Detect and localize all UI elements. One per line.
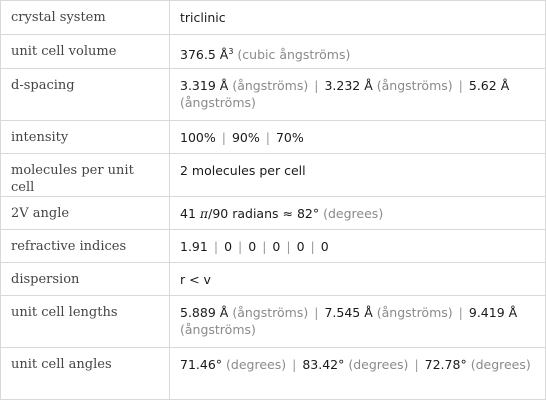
separator: | [458,305,463,320]
angle-unit-name: (degrees) [348,357,409,372]
degrees-unit: (degrees) [323,206,384,221]
length-unit-name: (ångströms) [232,305,309,320]
row-label: molecules per unit cell [1,154,170,197]
length-unit-symbol: Å [364,305,373,320]
angle-unit-name: (degrees) [226,357,287,372]
fraction-slash: / [208,206,213,221]
row-value [170,296,546,348]
volume-number: 376.5 [180,47,216,63]
row-value [170,35,546,69]
length-unit-name: (ångströms) [376,305,453,320]
separator: | [458,78,463,93]
row-label: 2V angle [1,197,170,230]
d-spacing-unit-name: (ångströms) [180,95,256,110]
separator: | [414,357,419,372]
row-label: unit cell volume [1,35,170,69]
row-label: intensity [1,121,170,154]
d-spacing-unit-symbol: Å [500,78,510,93]
refractive-index-value: 0 [224,239,233,254]
intensity-value: 70% [275,130,304,145]
row-label: unit cell lengths [1,296,170,348]
separator: | [286,239,291,254]
d-spacing-unit-name: (ångströms) [232,78,309,93]
length-value: 7.545 [324,305,361,320]
intensity-value: 90% [231,130,260,145]
row-value [170,348,546,400]
row-value [170,230,546,263]
angle-denominator: 90 [212,206,229,221]
angle-value: 83.42° [302,357,345,372]
pi-symbol: π [199,206,209,221]
table-row [1,230,546,263]
refractive-index-value: 1.91 [180,239,208,254]
d-spacing-unit-name: (ångströms) [376,78,453,93]
table-row [1,296,546,348]
angle-unit-name: (degrees) [470,357,531,372]
angle-value: 71.46° [180,357,223,372]
separator: | [213,239,219,254]
length-unit-symbol: Å [219,305,229,320]
row-label: refractive indices [1,230,170,263]
refractive-index-value: 0 [320,239,329,254]
row-value: 2 molecules per cell [170,154,546,197]
row-value [170,197,546,230]
length-value: 5.889 [180,305,216,320]
row-label: crystal system [1,1,170,35]
separator: | [238,239,243,254]
table-row [1,197,546,230]
separator: | [265,130,270,145]
volume-unit-name: (cubic ångströms) [237,47,351,63]
row-value [170,121,546,154]
separator: | [221,130,226,145]
radians-unit: radians [232,206,279,221]
row-label: unit cell angles [1,348,170,400]
row-label: dispersion [1,263,170,296]
row-value: r < v [170,263,546,296]
table-row [1,1,546,35]
separator: | [292,357,297,372]
d-spacing-unit-symbol: Å [364,78,373,93]
length-unit-symbol: Å [508,305,518,320]
d-spacing-value: 3.232 [324,78,361,93]
length-unit-name: (ångströms) [180,322,256,337]
separator: | [310,239,315,254]
length-value: 9.419 [468,305,505,320]
separator: | [262,239,267,254]
d-spacing-value: 3.319 [180,78,216,93]
separator: | [314,78,319,93]
angle-value: 72.78° [424,357,467,372]
d-spacing-unit-symbol: Å [219,78,229,93]
table-row [1,263,546,296]
volume-exponent: 3 [228,47,234,56]
volume-unit-symbol: Å [219,47,229,63]
refractive-index-value: 0 [248,239,257,254]
row-value [170,69,546,121]
d-spacing-value: 5.62 [468,78,497,93]
row-label: d-spacing [1,69,170,121]
table-row [1,348,546,400]
degrees-value: 82° [296,206,320,221]
intensity-value: 100% [180,130,216,145]
table-row [1,154,546,197]
angle-numerator: 41 [180,206,196,221]
table-row [1,69,546,121]
approx-symbol: ≈ [282,206,293,221]
refractive-index-value: 0 [296,239,305,254]
separator: | [314,305,319,320]
table-row [1,35,546,69]
table-row [1,121,546,154]
row-value: triclinic [170,1,546,35]
refractive-index-value: 0 [272,239,281,254]
